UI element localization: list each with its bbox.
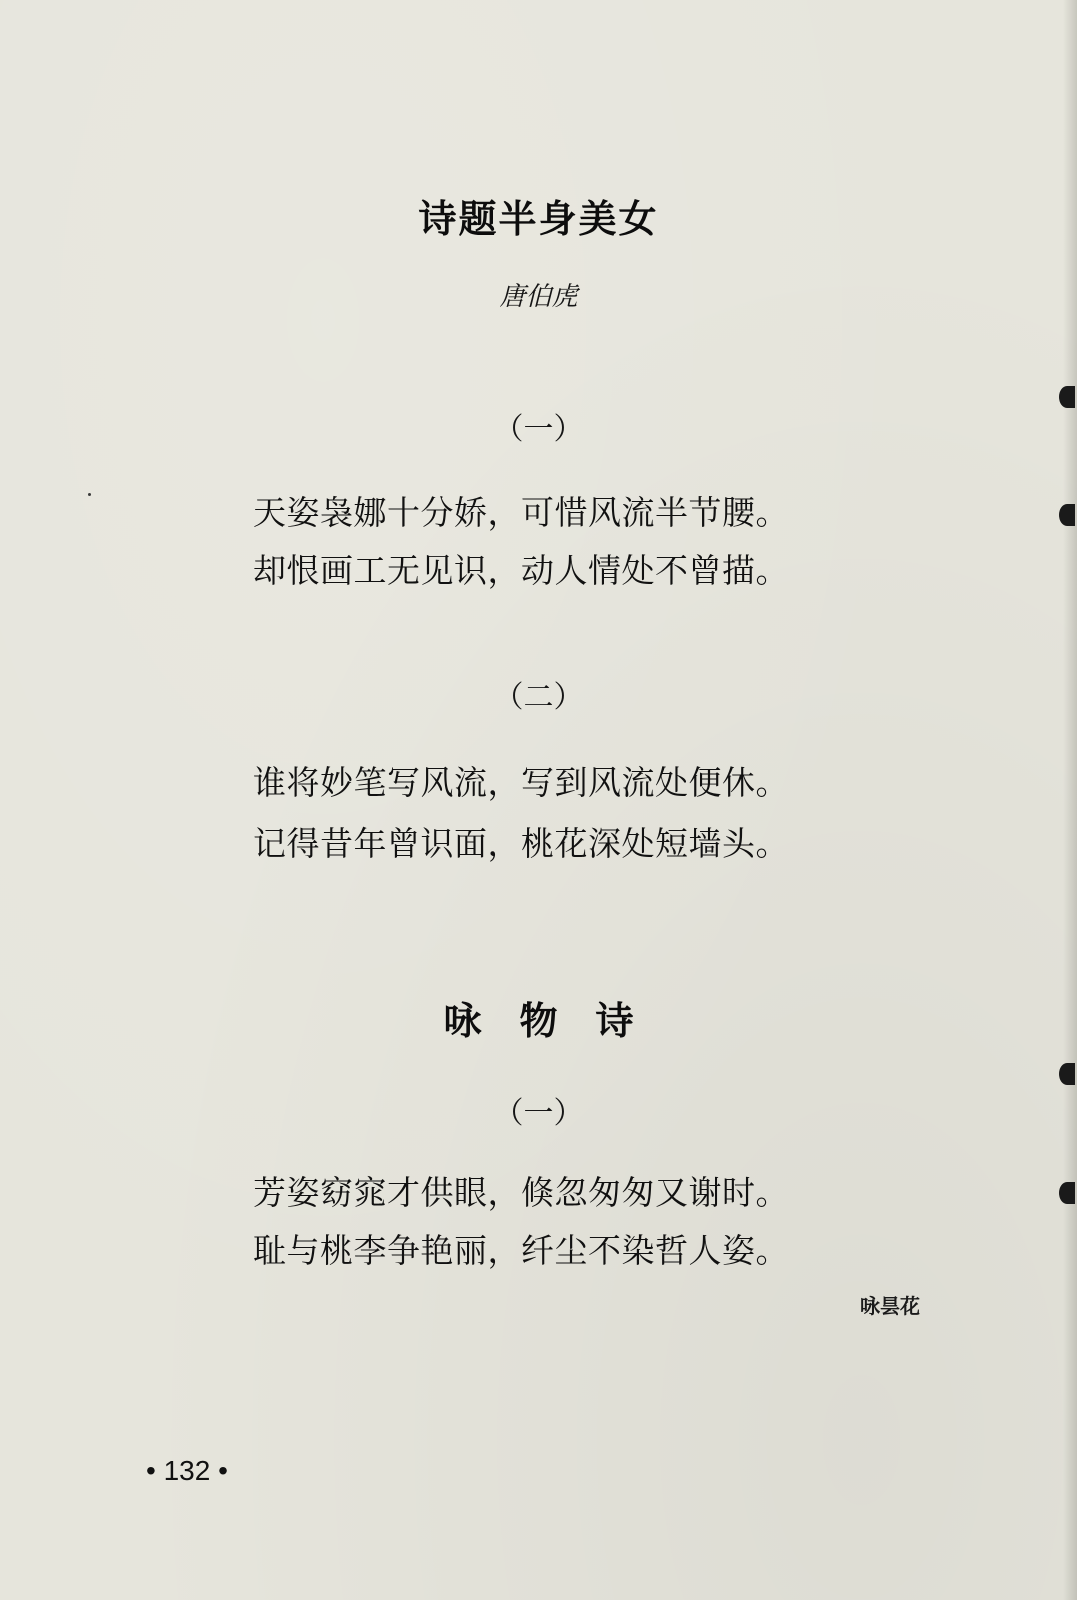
binding-hole	[1059, 1182, 1075, 1204]
poem-title: 诗题半身美女	[418, 197, 659, 241]
poem-line: 谁将妙笔写风流，写到风流处便休。	[253, 763, 789, 802]
page-number: • 132 •	[146, 1455, 228, 1486]
section-number: （二）	[493, 680, 584, 715]
poem-line: 芳姿窈窕才供眼，倏忽匆匆又谢时。	[253, 1173, 789, 1212]
poem-line: 耻与桃李争艳丽，纤尘不染哲人姿。	[253, 1231, 789, 1270]
poem-line: 天姿袅娜十分娇，可惜风流半节腰。	[253, 493, 789, 532]
section-number: （一）	[493, 412, 584, 447]
section-number: （一）	[493, 1096, 584, 1131]
paper-speck	[88, 493, 91, 496]
poem-line: 却恨画工无见识，动人情处不曾描。	[253, 551, 789, 590]
binding-hole	[1059, 504, 1075, 526]
poem-note: 咏昙花	[860, 1294, 920, 1318]
poem-title: 咏物诗	[443, 999, 672, 1043]
binding-hole	[1059, 1063, 1075, 1085]
poem-author: 唐伯虎	[499, 282, 578, 312]
poem-line: 记得昔年曾识面，桃花深处短墙头。	[253, 824, 789, 863]
